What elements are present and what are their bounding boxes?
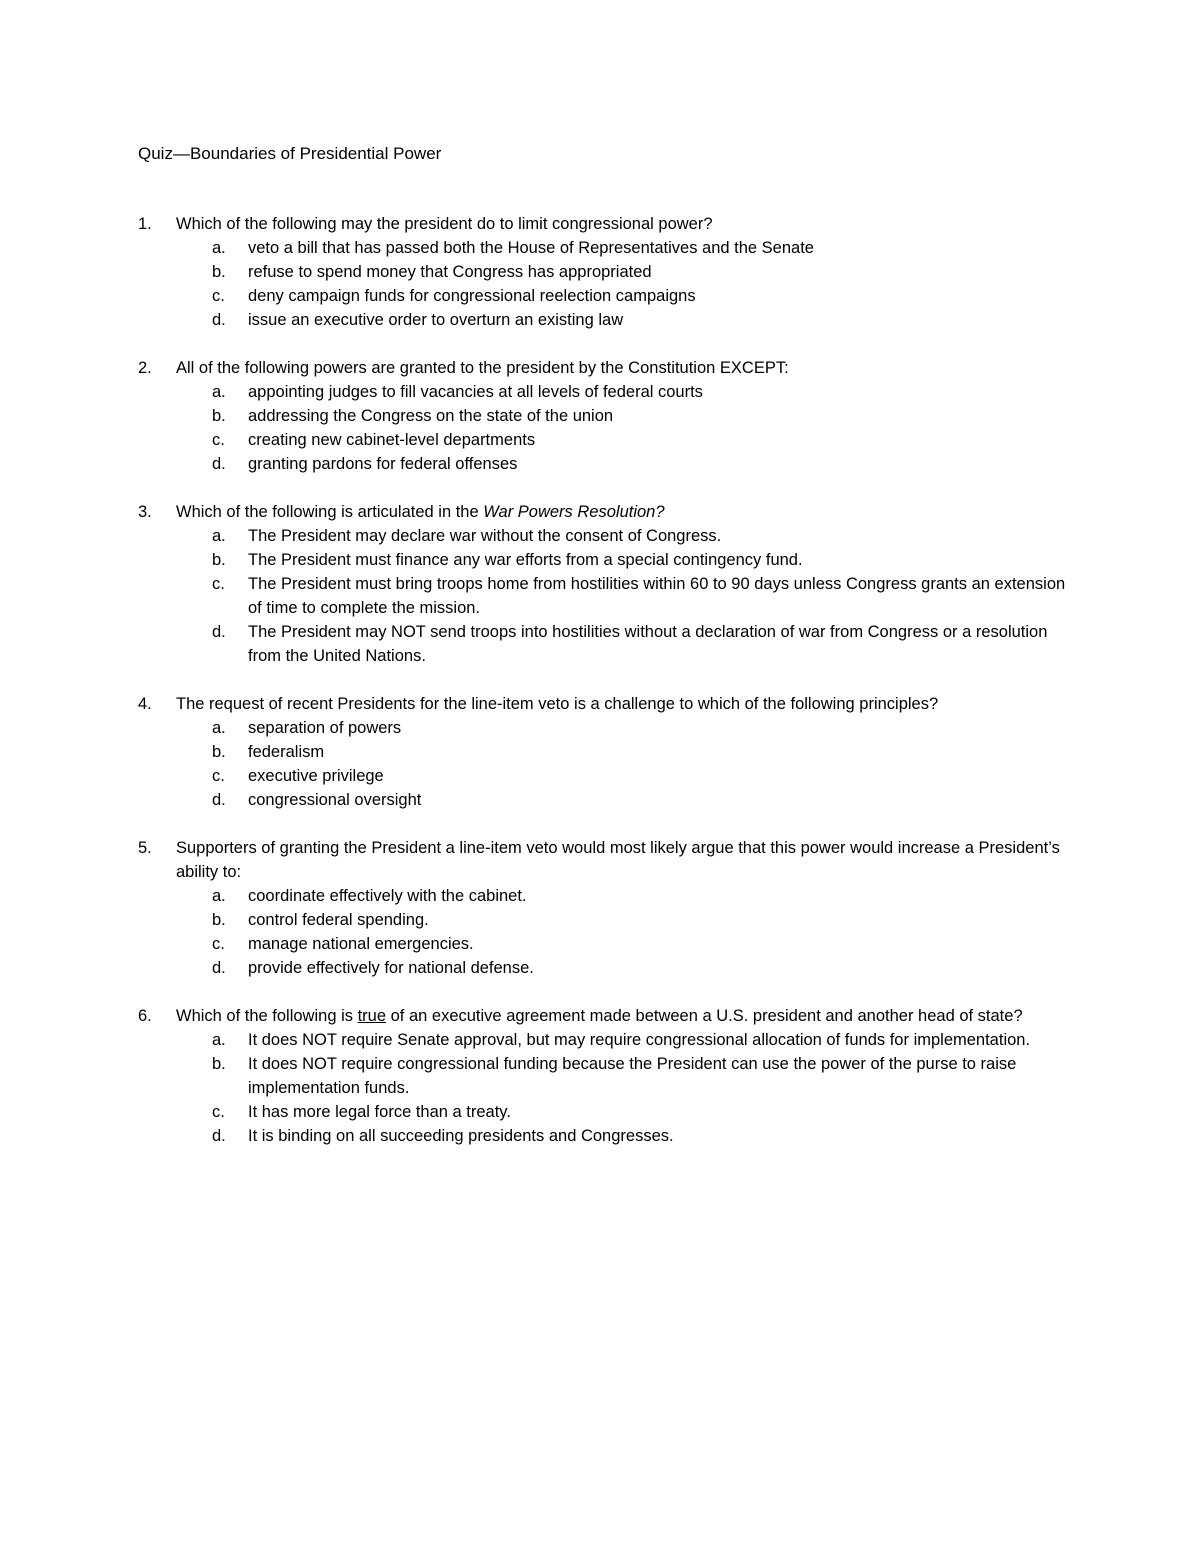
option-text: The President must bring troops home from hostilities within 60 to 90 days unless Congress grants an extension of time to complete the mission. <box>248 575 1066 617</box>
option-d <box>176 1124 1068 1148</box>
option-letter: b. <box>212 407 226 425</box>
option-text: congressional oversight <box>248 791 422 809</box>
question-list <box>138 212 1068 1172</box>
question-number: 5. <box>138 839 152 857</box>
question-text: Supporters of granting the President a line-item veto would most likely argue that this power would increase a President’s ability to: <box>176 839 1060 881</box>
page-title: Quiz—Boundaries of Presidential Power <box>138 144 442 163</box>
option-text: provide effectively for national defense. <box>248 959 534 977</box>
option-text: addressing the Congress on the state of the union <box>248 407 614 425</box>
option-letter: c. <box>212 287 225 305</box>
option-b <box>176 740 1068 764</box>
option-d <box>176 956 1068 980</box>
question-text-start: Which of the following is articulated in the <box>176 503 484 521</box>
option-letter: d. <box>212 623 226 641</box>
question-number: 2. <box>138 359 152 377</box>
option-c <box>176 764 1068 788</box>
option-letter: a. <box>212 239 226 257</box>
option-text: deny campaign funds for congressional reelection campaigns <box>248 287 696 305</box>
option-c <box>176 284 1068 308</box>
option-c <box>176 932 1068 956</box>
option-c <box>176 1100 1068 1124</box>
question-3 <box>138 500 1068 668</box>
option-text: veto a bill that has passed both the House of Representatives and the Senate <box>248 239 814 257</box>
question-4 <box>138 692 1068 812</box>
option-b <box>176 404 1068 428</box>
option-text: creating new cabinet-level departments <box>248 431 536 449</box>
option-text: It does NOT require congressional funding because the President can use the power of the purse to raise implementation funds. <box>248 1055 1017 1097</box>
option-b <box>176 908 1068 932</box>
option-letter: b. <box>212 1055 226 1073</box>
question-text-end: of an executive agreement made between a U.S. president and another head of state? <box>386 1007 1023 1025</box>
option-list <box>176 716 1068 812</box>
question-1 <box>138 212 1068 332</box>
option-a <box>176 236 1068 260</box>
question-text: Which of the following may the president do to limit congressional power? <box>176 215 713 233</box>
option-text: It does NOT require Senate approval, but may require congressional allocation of funds for implementation. <box>248 1031 1031 1049</box>
option-text: separation of powers <box>248 719 402 737</box>
option-list <box>176 884 1068 980</box>
option-c <box>176 572 1068 620</box>
option-a <box>176 716 1068 740</box>
option-d <box>176 620 1068 668</box>
option-letter: b. <box>212 743 226 761</box>
option-list <box>176 1028 1068 1148</box>
option-letter: d. <box>212 1127 226 1145</box>
option-letter: a. <box>212 383 226 401</box>
option-letter: c. <box>212 431 225 449</box>
question-text <box>176 500 1068 524</box>
question-6 <box>138 1004 1068 1148</box>
option-letter: d. <box>212 311 226 329</box>
option-letter: c. <box>212 575 225 593</box>
option-text: manage national emergencies. <box>248 935 474 953</box>
option-text: granting pardons for federal offenses <box>248 455 518 473</box>
option-a <box>176 380 1068 404</box>
option-letter: a. <box>212 887 226 905</box>
option-text: The President must finance any war efforts from a special contingency fund. <box>248 551 803 569</box>
option-text: control federal spending. <box>248 911 429 929</box>
question-number: 1. <box>138 215 152 233</box>
option-list <box>176 236 1068 332</box>
option-text: appointing judges to fill vacancies at all levels of federal courts <box>248 383 703 401</box>
option-a <box>176 1028 1068 1052</box>
option-text: The President may declare war without the consent of Congress. <box>248 527 722 545</box>
option-letter: d. <box>212 791 226 809</box>
option-letter: a. <box>212 527 226 545</box>
option-d <box>176 788 1068 812</box>
option-text: executive privilege <box>248 767 384 785</box>
option-b <box>176 1052 1068 1100</box>
option-text: refuse to spend money that Congress has appropriated <box>248 263 652 281</box>
option-text: issue an executive order to overturn an existing law <box>248 311 624 329</box>
option-list <box>176 524 1068 668</box>
option-letter: d. <box>212 959 226 977</box>
option-b <box>176 260 1068 284</box>
option-letter: c. <box>212 767 225 785</box>
question-number: 3. <box>138 503 152 521</box>
question-text-underlined: true <box>357 1007 387 1025</box>
question-text <box>176 1004 1068 1028</box>
option-list <box>176 380 1068 476</box>
option-letter: a. <box>212 1031 226 1049</box>
question-2 <box>138 356 1068 476</box>
option-text: coordinate effectively with the cabinet. <box>248 887 527 905</box>
option-letter: d. <box>212 455 226 473</box>
question-text: The request of recent Presidents for the line-item veto is a challenge to which of the following principles? <box>176 695 939 713</box>
option-letter: b. <box>212 263 226 281</box>
option-d <box>176 308 1068 332</box>
option-d <box>176 452 1068 476</box>
option-letter: c. <box>212 935 225 953</box>
question-number: 6. <box>138 1007 152 1025</box>
option-letter: b. <box>212 551 226 569</box>
question-5 <box>138 836 1068 980</box>
question-number: 4. <box>138 695 152 713</box>
option-c <box>176 428 1068 452</box>
option-letter: a. <box>212 719 226 737</box>
option-text: federalism <box>248 743 325 761</box>
option-letter: c. <box>212 1103 225 1121</box>
option-text: It has more legal force than a treaty. <box>248 1103 511 1121</box>
option-text: The President may NOT send troops into hostilities without a declaration of war from Congress or a resolution from the United Nations. <box>248 623 1048 665</box>
option-a <box>176 524 1068 548</box>
question-text-start: Which of the following is <box>176 1007 358 1025</box>
option-text: It is binding on all succeeding presidents and Congresses. <box>248 1127 674 1145</box>
option-a <box>176 884 1068 908</box>
option-b <box>176 548 1068 572</box>
question-text-italic: War Powers Resolution? <box>483 503 665 521</box>
question-text: All of the following powers are granted to the president by the Constitution EXCEPT: <box>176 359 789 377</box>
option-letter: b. <box>212 911 226 929</box>
